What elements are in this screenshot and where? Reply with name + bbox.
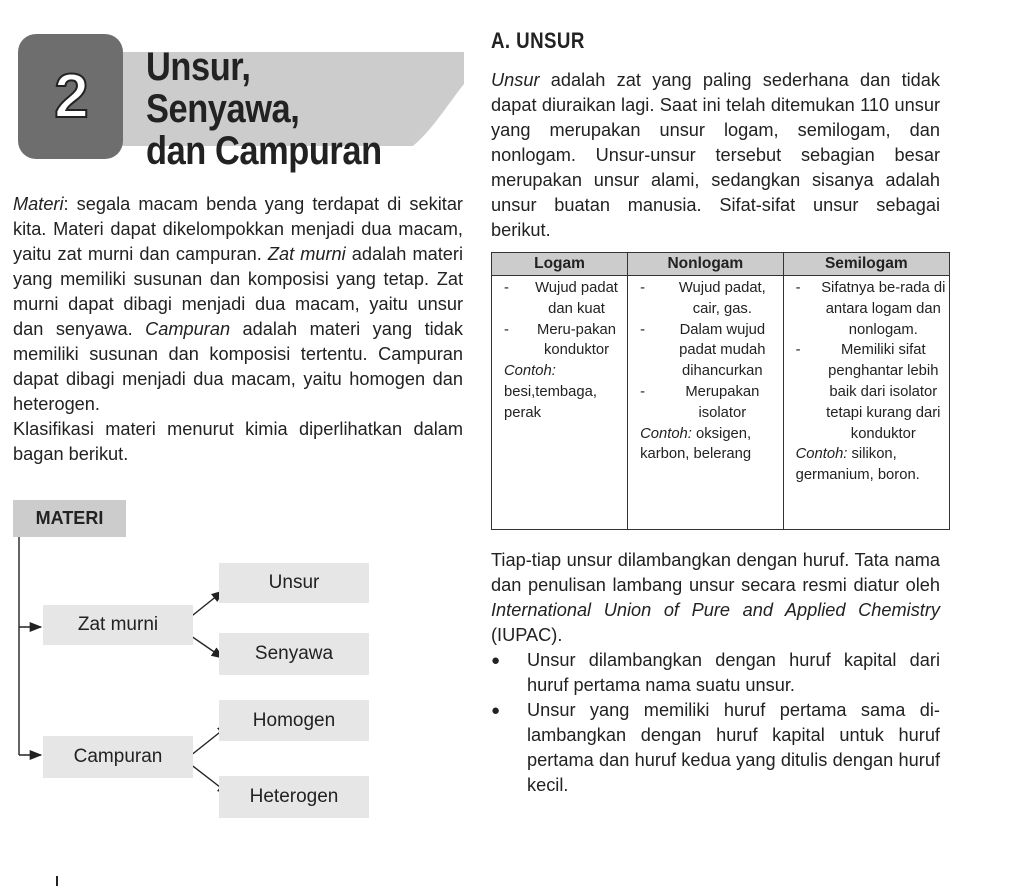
chapter-title — [146, 46, 404, 172]
list-item — [784, 340, 947, 444]
term-unsur: Unsur — [491, 70, 540, 90]
semilogam-item-2: Memiliki sifat penghantar lebih baik dari isolator tetapi kurang dari konduktor — [826, 342, 941, 442]
list-item — [628, 320, 781, 382]
symbol-rules-list — [491, 648, 940, 798]
term-materi: Materi — [13, 194, 64, 214]
table-cell-semilogam — [783, 276, 949, 530]
list-item: ● Unsur dilambangkan dengan huruf kapital dari huruf pertama nama suatu unsur. — [491, 648, 940, 698]
chapter-number: 2 — [54, 62, 87, 131]
diagram-node-unsur: Unsur — [219, 563, 369, 603]
element-properties-table — [491, 252, 950, 530]
contoh-label: Contoh: — [640, 425, 692, 442]
dash: - — [795, 342, 801, 359]
semilogam-example — [784, 444, 947, 486]
iupac-full-name: International Union of Pure and Applied Chemistry — [491, 600, 940, 620]
list-item — [628, 382, 781, 424]
intro-text-4: Klasifikasi materi menurut kimia diperlihatkan dalam bagan berikut. — [13, 419, 463, 464]
intro-paragraph — [13, 192, 463, 467]
unsur-paragraph-text: adalah zat yang paling sederhana dan tidak dapat diuraikan lagi. Saat ini telah ditemukan 110 unsur yang merupakan unsur logam, semilogam, dan nonlogam. Unsur-unsur tersebut sebagian besar merupakan unsur alami, sedangkan sisanya adalah unsur buatan manusia. Sifat-sifat unsur sebagai berikut. — [491, 70, 940, 240]
list-item — [492, 278, 625, 320]
logam-example — [492, 361, 625, 423]
table-cell-logam — [492, 276, 628, 530]
logam-example-text: besi,tembaga, perak — [504, 383, 597, 421]
diagram-node-zat-murni: Zat murni — [43, 605, 193, 645]
term-zat-murni: Zat murni — [267, 244, 346, 264]
nonlogam-item-1: Wujud padat, cair, gas. — [678, 280, 766, 317]
list-item — [492, 320, 625, 362]
iupac-text-start: Tiap-tiap unsur dilambangkan dengan huruf. Tata nama dan penulisan lambang unsur secara resmi diatur oleh — [491, 550, 940, 595]
table-header-nonlogam: Nonlogam — [628, 253, 784, 276]
dash: - — [640, 321, 645, 338]
dash: - — [640, 280, 645, 296]
diagram-root-materi: MATERI — [13, 500, 126, 537]
logam-item-2: Meru-pakan konduktor — [537, 321, 617, 359]
intro-text-3: adalah materi yang tidak memiliki susunan dan komposisi tertentu. Campuran dapat dibagi menjadi dua macam, yaitu homogen dan heterogen. — [13, 319, 463, 414]
diagram-node-heterogen: Heterogen — [219, 776, 369, 818]
list-item — [628, 278, 781, 320]
diagram-node-homogen: Homogen — [219, 700, 369, 741]
diagram-node-senyawa: Senyawa — [219, 633, 369, 675]
list-item — [784, 278, 947, 340]
diagram-node-campuran: Campuran — [43, 736, 193, 778]
list-item: ● Unsur yang memiliki huruf pertama sama di-lambangkan dengan huruf kapital untuk huruf pertama dan huruf kedua yang ditulis dengan huruf kecil. — [491, 698, 940, 798]
intro-text-2: adalah materi yang memiliki susunan dan komposisi yang tetap. Zat murni dapat dibagi menjadi dua macam, yaitu unsur dan senyawa. — [13, 244, 463, 339]
logam-item-1: Wujud padat dan kuat — [535, 280, 618, 317]
table-cell-nonlogam — [628, 276, 784, 530]
nonlogam-item-3: Merupakan isolator — [685, 383, 760, 421]
iupac-text-end: (IUPAC). — [491, 625, 563, 645]
iupac-paragraph — [491, 548, 940, 798]
semilogam-item-1: Sifatnya be-rada di antara logam dan nonlogam. — [821, 280, 946, 338]
nonlogam-example — [628, 424, 781, 466]
dash: - — [504, 280, 509, 296]
section-heading: A. UNSUR — [491, 28, 585, 53]
term-campuran: Campuran — [145, 319, 231, 339]
contoh-label: Contoh: — [504, 363, 556, 380]
nonlogam-example-text: oksigen, karbon, belerang — [640, 425, 752, 463]
intro-text-1: : segala macam benda yang terdapat di sekitar kita. Materi dapat dikelompokkan menjadi dua macam, yaitu zat murni dan campuran. — [13, 194, 463, 264]
chapter-title-line2: dan Campuran — [146, 129, 382, 173]
semilogam-example-text: silikon, germanium, boron. — [795, 446, 920, 484]
dash: - — [504, 321, 509, 338]
dash: - — [640, 383, 645, 400]
contoh-label: Contoh: — [795, 446, 848, 463]
unsur-paragraph — [491, 68, 940, 243]
chapter-title-line1: Unsur, Senyawa, — [146, 45, 300, 131]
table-header-logam: Logam — [492, 253, 628, 276]
nonlogam-item-2: Dalam wujud padat mudah dihancurkan — [679, 321, 766, 380]
table-header-semilogam: Semilogam — [783, 253, 949, 276]
dash: - — [795, 280, 801, 296]
